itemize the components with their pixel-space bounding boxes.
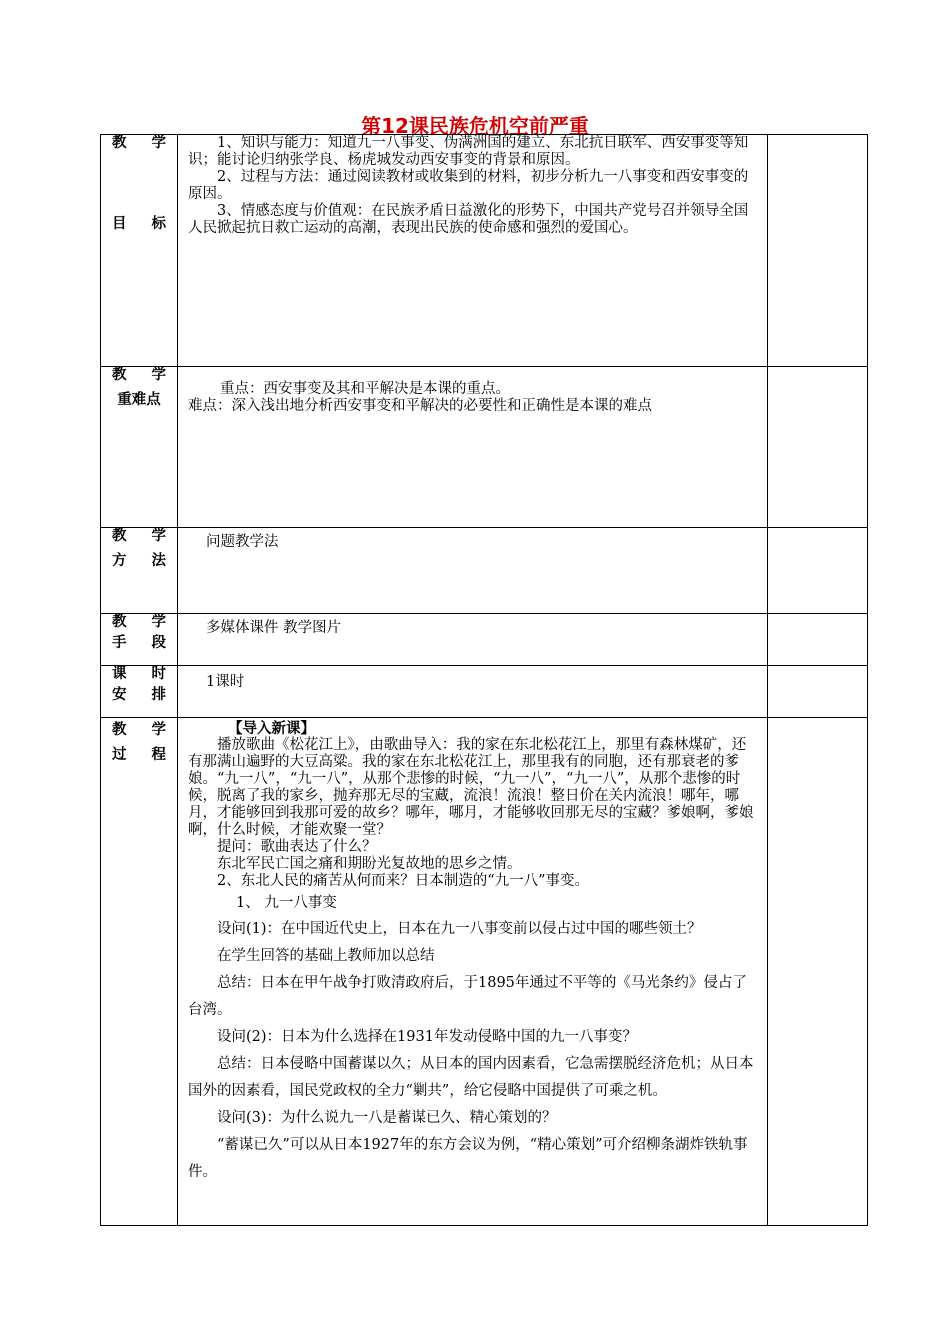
row-keypoints: [101, 367, 868, 528]
row-process: [101, 718, 868, 1226]
row-means: [101, 614, 868, 666]
cell-goals-notes: [768, 135, 868, 367]
label-method-b: 方 法: [111, 553, 177, 569]
cell-process-notes: [768, 718, 868, 1226]
method-text: 问题教学法: [206, 534, 279, 550]
cell-schedule: [178, 666, 768, 718]
process-q1: 设问(1)：在中国近代史上，日本在九一八事变前以侵占过中国的哪些领土？: [217, 921, 702, 937]
process-song: 播放歌曲《松花江上》，由歌曲导入：我的家在东北松花江上，那里有森林煤矿，还有那满山遍野的大豆高粱。我的家在东北松花江上，那里我有的同胞，还有那衰老的爹娘。“九一八”，“九一八”，从那个悲惨的时候，“九一八”，“九一八”，从那个悲惨的时候，脱离了我的家乡，抛弃那无尽的宝藏，流浪！流浪！整日价在关内流浪！哪年，哪月，才能够回到我那可爱的故乡？哪年，哪月，才能够收回那无尽的宝藏？爹娘啊，爹娘啊，什么时候，才能欢聚一堂？: [188, 737, 754, 838]
difficult-point: 难点：深入浅出地分析西安事变和平解决的必要性和正确性是本课的难点: [188, 398, 652, 414]
row-goals: [101, 135, 868, 367]
process-q2: 设问(2)：日本为什么选择在1931年发动侵略中国的九一八事变？: [217, 1029, 637, 1045]
goal-attitude: 3、情感态度与价值观：在民族矛盾日益激化的形势下，中国共产党号召并领导全国人民掀起抗日救亡运动的高潮，表现出民族的使命感和强烈的爱国心。: [188, 203, 749, 236]
cell-method: [178, 528, 768, 614]
label-means-a: 教 学: [111, 614, 177, 630]
cell-method-notes: [768, 528, 868, 614]
cell-schedule-notes: [768, 666, 868, 718]
process-item2: 2、东北人民的痛苦从何而来？日本制造的“九一八”事变。: [217, 873, 590, 889]
cell-means-notes: [768, 614, 868, 666]
cell-keypoints: [178, 367, 768, 528]
label-schedule-b: 安 排: [111, 687, 177, 703]
label-schedule: [101, 666, 178, 718]
label-means-b: 手 段: [111, 635, 177, 651]
label-schedule-a: 课 时: [111, 666, 177, 682]
label-method: [101, 528, 178, 614]
process-subheading: 1、 九一八事变: [236, 895, 337, 911]
row-schedule: [101, 666, 868, 718]
label-process-a: 教 学: [111, 722, 177, 738]
cell-process: [178, 718, 768, 1226]
lesson-plan-table: [100, 134, 868, 1226]
process-question-song: 提问：歌曲表达了什么？: [217, 839, 377, 855]
label-goals-b: 目 标: [111, 216, 177, 232]
label-keypoints-b: 重难点: [117, 392, 161, 408]
label-keypoints-a: 教 学: [111, 367, 177, 383]
process-a3: “蓄谋已久”可以从日本1927年的东方会议为例，“精心策划”可介绍柳条湖炸铁轨事件。: [188, 1137, 748, 1180]
label-process-b: 过 程: [111, 747, 177, 763]
row-method: [101, 528, 868, 614]
label-means: [101, 614, 178, 666]
means-text: 多媒体课件 教学图片: [206, 620, 342, 636]
label-method-a: 教 学: [111, 528, 177, 544]
page-title: 第12课民族危机空前严重: [361, 114, 589, 138]
label-goals: [101, 135, 178, 367]
process-teacher: 在学生回答的基础上教师加以总结: [217, 948, 435, 964]
label-process: [101, 718, 178, 1226]
process-sum2: 总结：日本侵略中国蓄谋以久；从日本的国内因素看，它急需摆脱经济危机；从日本国外的因素看，国民党政权的全力“剿共”，给它侵略中国提供了可乘之机。: [188, 1056, 754, 1099]
goal-process: 2、过程与方法：通过阅读教材或收集到的材料，初步分析九一八事变和西安事变的原因。: [188, 169, 749, 202]
schedule-text: 1课时: [206, 674, 245, 690]
cell-means: [178, 614, 768, 666]
process-sum1: 总结：日本在甲午战争打败清政府后，于1895年通过不平等的《马光条约》侵占了台湾。: [188, 975, 747, 1018]
label-keypoints: [101, 367, 178, 528]
label-goals-a: 教 学: [111, 135, 177, 151]
process-heading: 【导入新课】: [228, 720, 315, 737]
cell-goals: [178, 135, 768, 367]
goal-knowledge: 1、知识与能力：知道九一八事变、伪满洲国的建立、东北抗日联军、西安事变等知识；能讨论归纳张学良、杨虎城发动西安事变的背景和原因。: [188, 135, 749, 168]
cell-keypoints-notes: [768, 367, 868, 528]
process-answer-song: 东北军民亡国之痛和期盼光复故地的思乡之情。: [217, 856, 522, 872]
key-point: 重点：西安事变及其和平解决是本课的重点。: [220, 381, 510, 397]
process-q3: 设问(3)：为什么说九一八是蓄谋已久、精心策划的？: [217, 1110, 557, 1126]
